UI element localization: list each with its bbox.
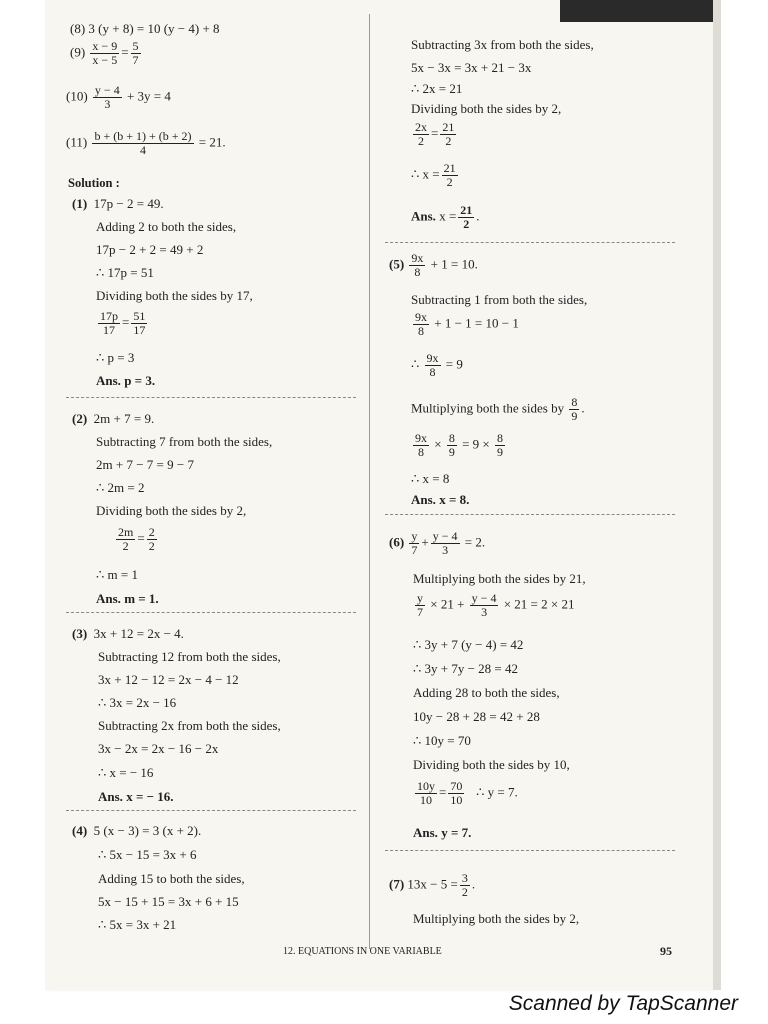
exercise-9: (9) $\frac{x - 9}{x - 5}$ = $\frac{5}{7}$ bbox=[70, 39, 139, 68]
solution-2-step: ∴ 2m = 2 bbox=[96, 480, 145, 495]
solution-6-step: Adding 28 to both the sides, bbox=[413, 685, 560, 700]
solution-1-step: ∴ 17p = 51 bbox=[96, 265, 154, 280]
solution-1-step: Dividing both the sides by 17, bbox=[96, 288, 253, 303]
solution-2-answer: Ans. m = 1. bbox=[96, 591, 159, 606]
page-edge bbox=[713, 0, 721, 990]
scanner-watermark: Scanned by TapScanner bbox=[508, 992, 738, 1015]
solution-4-step: 5x − 15 + 15 = 3x + 6 + 15 bbox=[98, 894, 239, 909]
solution-6-step: Dividing both the sides by 10, bbox=[413, 757, 570, 772]
section-separator bbox=[385, 514, 675, 515]
solution-1-equation: (1) 17p − 2 = 49. bbox=[72, 196, 164, 211]
exercise-8: (8) 3 (y + 8) = 10 (y − 4) + 8 bbox=[70, 21, 220, 36]
solution-1-step: ∴ p = 3 bbox=[96, 350, 135, 365]
fraction: $\frac{b + (b + 1) + (b + 2)}{4}$ bbox=[94, 129, 192, 158]
solution-7-equation: (7) 13x − 5 = $\frac{3}{2}$ . bbox=[389, 871, 476, 900]
solution-2-step: Dividing both the sides by 2, bbox=[96, 503, 247, 518]
solution-1-answer: Ans. p = 3. bbox=[96, 373, 156, 388]
solution-2-step: Subtracting 7 from both the sides, bbox=[96, 434, 273, 449]
fraction: $\frac{y - 4}{3}$ bbox=[94, 83, 120, 112]
continued-step: 5x − 3x = 3x + 21 − 3x bbox=[411, 60, 532, 75]
column-divider bbox=[369, 14, 370, 949]
section-separator bbox=[66, 397, 356, 398]
continued-step: ∴ 2x = 21 bbox=[411, 81, 463, 96]
exercise-11: (11) $\frac{b + (b + 1) + (b + 2)}{4}$ = 21. bbox=[66, 129, 226, 158]
solution-3-step: Subtracting 2x from both the sides, bbox=[98, 718, 281, 733]
solution-3-equation: (3) 3x + 12 = 2x − 4. bbox=[72, 626, 184, 641]
solution-6-step: $\frac{y}{7}$ × 21 + $\frac{y - 4}{3}$ × 21 = 2 × 21 bbox=[417, 591, 575, 620]
solution-4-step: ∴ 5x − 15 = 3x + 6 bbox=[98, 847, 197, 862]
page-number: 95 bbox=[660, 944, 672, 958]
solution-2-step: ∴ m = 1 bbox=[96, 567, 138, 582]
solution-5-step: Subtracting 1 from both the sides, bbox=[411, 292, 588, 307]
solution-3-step: ∴ 3x = 2x − 16 bbox=[98, 695, 177, 710]
solution-2-equation: (2) 2m + 7 = 9. bbox=[72, 411, 155, 426]
solution-1-step: 17p − 2 + 2 = 49 + 2 bbox=[96, 242, 204, 257]
section-separator bbox=[66, 810, 356, 811]
solution-1-fraction-step: $\frac{17p}{17}$ = $\frac{51}{17}$ bbox=[100, 309, 146, 338]
solution-6-equation: (6) $\frac{y}{7}$ + $\frac{y - 4}{3}$ = 2. bbox=[389, 529, 486, 558]
fraction: $\frac{5}{7}$ bbox=[132, 39, 139, 68]
solution-2-fraction-step: $\frac{2m}{2}$ = $\frac{2}{2}$ bbox=[118, 525, 155, 554]
solution-5-equation: (5) $\frac{9x}{8}$ + 1 = 10. bbox=[389, 251, 478, 280]
solution-5-step: ∴ $\frac{9x}{8}$ = 9 bbox=[411, 351, 463, 380]
fraction: $\frac{x - 9}{x - 5}$ bbox=[92, 39, 118, 68]
solution-6-step: ∴ 10y = 70 bbox=[413, 733, 471, 748]
solution-heading: Solution : bbox=[68, 176, 120, 190]
section-separator bbox=[385, 850, 675, 851]
solution-6-answer: Ans. y = 7. bbox=[413, 825, 472, 840]
solution-4-equation: (4) 5 (x − 3) = 3 (x + 2). bbox=[72, 823, 202, 838]
exercise-10: (10) $\frac{y - 4}{3}$ + 3y = 4 bbox=[66, 83, 171, 112]
solution-7-step: Multiplying both the sides by 2, bbox=[413, 911, 580, 926]
solution-5-step: $\frac{9x}{8}$ × $\frac{8}{9}$ = 9 × $\frac{8}{9}$ bbox=[415, 431, 504, 460]
solution-6-step: 10y − 28 + 28 = 42 + 28 bbox=[413, 709, 540, 724]
solution-6-step: $\frac{10y}{10}$ = $\frac{70}{10}$ ∴ y = 7. bbox=[417, 779, 518, 808]
solution-6-step: ∴ 3y + 7y − 28 = 42 bbox=[413, 661, 519, 676]
solution-3-step: ∴ x = − 16 bbox=[98, 765, 154, 780]
chapter-title: 12. EQUATIONS IN ONE VARIABLE bbox=[283, 946, 442, 957]
solution-6-step: ∴ 3y + 7 (y − 4) = 42 bbox=[413, 637, 524, 652]
continued-result: ∴ x = $\frac{21}{2}$ bbox=[411, 161, 456, 190]
solution-5-answer: Ans. x = 8. bbox=[411, 492, 470, 507]
section-separator bbox=[385, 242, 675, 243]
solution-3-answer: Ans. x = − 16. bbox=[98, 789, 174, 804]
continued-answer: Ans. x = $\frac{21}{2}$ . bbox=[411, 203, 480, 232]
continued-fraction-step: $\frac{2x}{2}$ = $\frac{21}{2}$ bbox=[415, 120, 455, 149]
scan-edge-shadow bbox=[560, 0, 720, 22]
solution-4-step: Adding 15 to both the sides, bbox=[98, 871, 245, 886]
solution-2-step: 2m + 7 − 7 = 9 − 7 bbox=[96, 457, 194, 472]
solution-3-step: 3x + 12 − 12 = 2x − 4 − 12 bbox=[98, 672, 239, 687]
solution-5-step: ∴ x = 8 bbox=[411, 471, 450, 486]
solution-6-step: Multiplying both the sides by 21, bbox=[413, 571, 586, 586]
continued-step: Subtracting 3x from both the sides, bbox=[411, 37, 594, 52]
solution-4-step: ∴ 5x = 3x + 21 bbox=[98, 917, 177, 932]
solution-1-step: Adding 2 to both the sides, bbox=[96, 219, 237, 234]
solution-5-step: $\frac{9x}{8}$ + 1 − 1 = 10 − 1 bbox=[415, 310, 519, 339]
section-separator bbox=[66, 612, 356, 613]
solution-5-step: Multiplying both the sides by $\frac{8}{9}$ . bbox=[411, 395, 585, 424]
continued-step: Dividing both the sides by 2, bbox=[411, 101, 562, 116]
solution-3-step: 3x − 2x = 2x − 16 − 2x bbox=[98, 741, 219, 756]
solution-3-step: Subtracting 12 from both the sides, bbox=[98, 649, 281, 664]
